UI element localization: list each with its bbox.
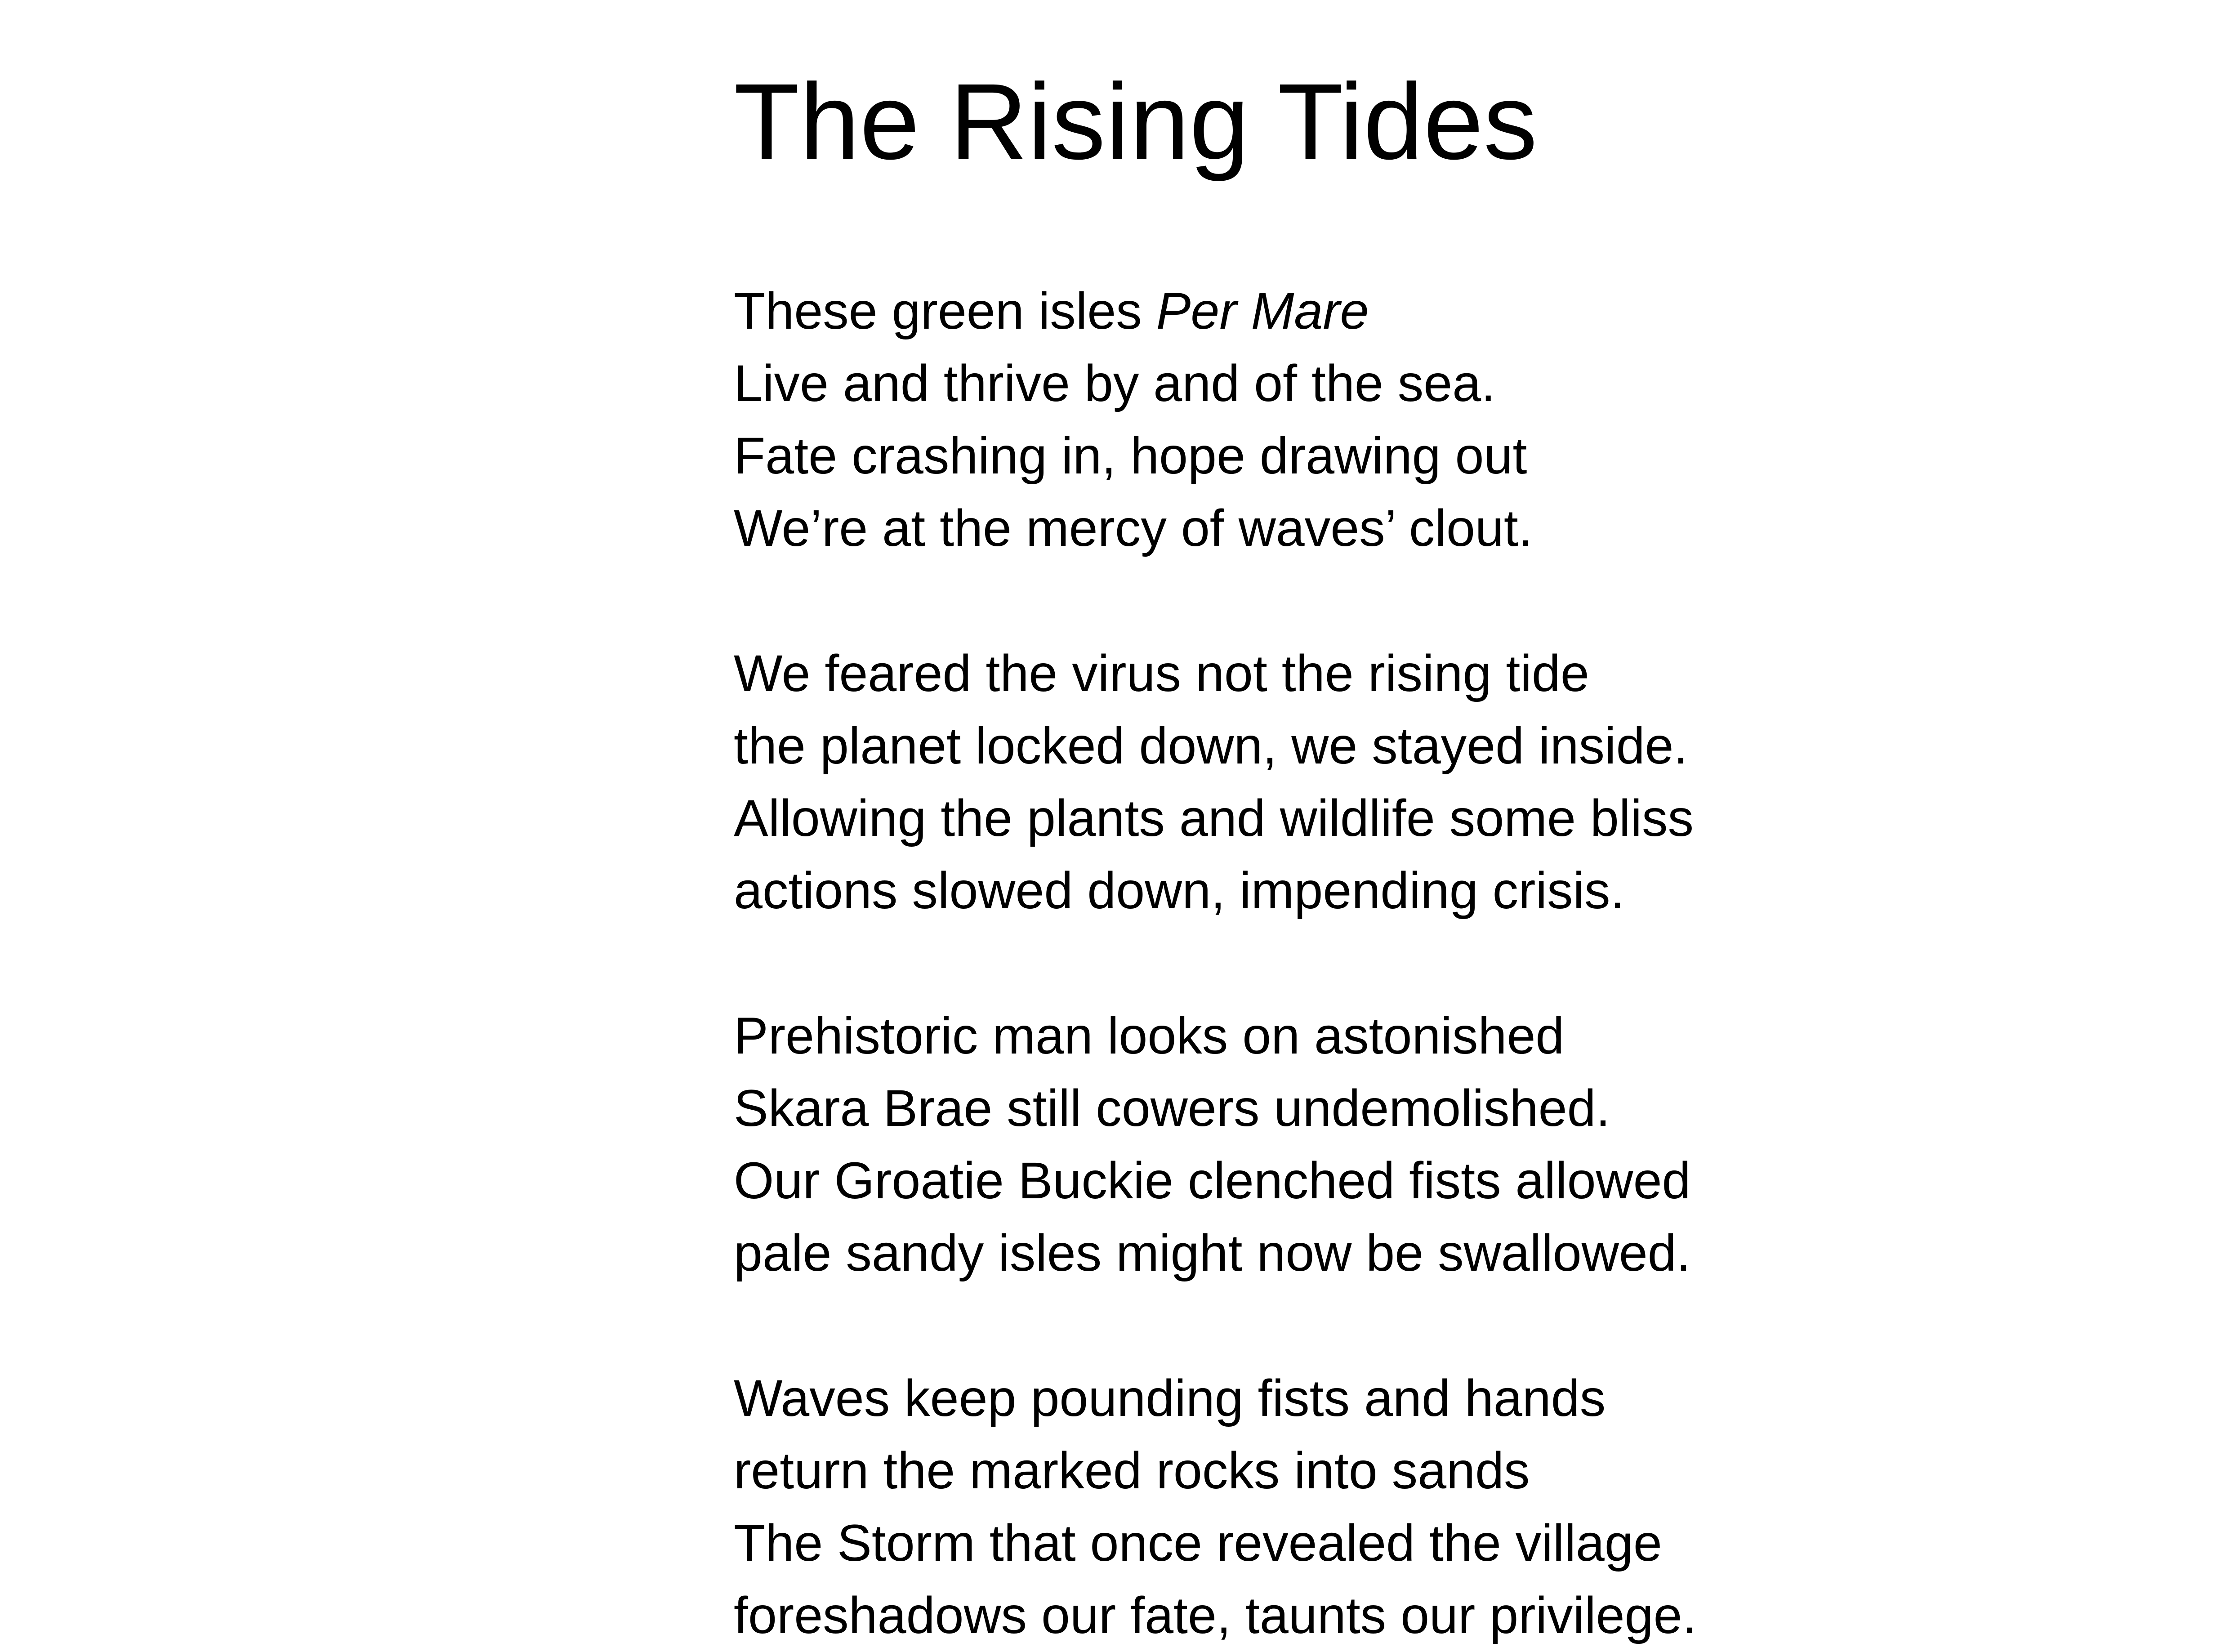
- poem-line: actions slowed down, impending crisis.: [734, 862, 1625, 920]
- stanza-1: [734, 275, 1948, 565]
- poem-line: Skara Brae still cowers undemolished.: [734, 1080, 1610, 1137]
- poem-line: Our Groatie Buckie clenched fists allowed: [734, 1152, 1691, 1210]
- stanza-3: [734, 1000, 1948, 1290]
- poem-line: Fate crashing in, hope drawing out: [734, 427, 1527, 485]
- poem-line: Live and thrive by and of the sea.: [734, 355, 1496, 412]
- poem-line-emphasis: Per Mare: [1156, 282, 1369, 340]
- poem-line-text: These green isles: [734, 282, 1156, 340]
- poem-page: [734, 61, 1948, 1652]
- poem-line: Waves keep pounding fists and hands: [734, 1370, 1606, 1427]
- poem-title: The Rising Tides: [734, 61, 1538, 182]
- poem-line: Allowing the plants and wildlife some bliss: [734, 790, 1694, 847]
- poem-line: We feared the virus not the rising tide: [734, 645, 1589, 702]
- poem-line: return the marked rocks into sands: [734, 1442, 1530, 1500]
- poem-line: We’re at the mercy of waves’ clout.: [734, 500, 1533, 557]
- poem-line: [734, 275, 1948, 348]
- poem-body: [734, 275, 1948, 1652]
- stanza-2: [734, 638, 1948, 927]
- stanza-4: [734, 1362, 1948, 1652]
- poem-line: pale sandy isles might now be swallowed.: [734, 1224, 1691, 1282]
- poem-line: the planet locked down, we stayed inside.: [734, 717, 1688, 775]
- poem-line: Prehistoric man looks on astonished: [734, 1007, 1565, 1065]
- poem-line: foreshadows our fate, taunts our privilege.: [734, 1587, 1697, 1644]
- poem-line: The Storm that once revealed the village: [734, 1514, 1662, 1572]
